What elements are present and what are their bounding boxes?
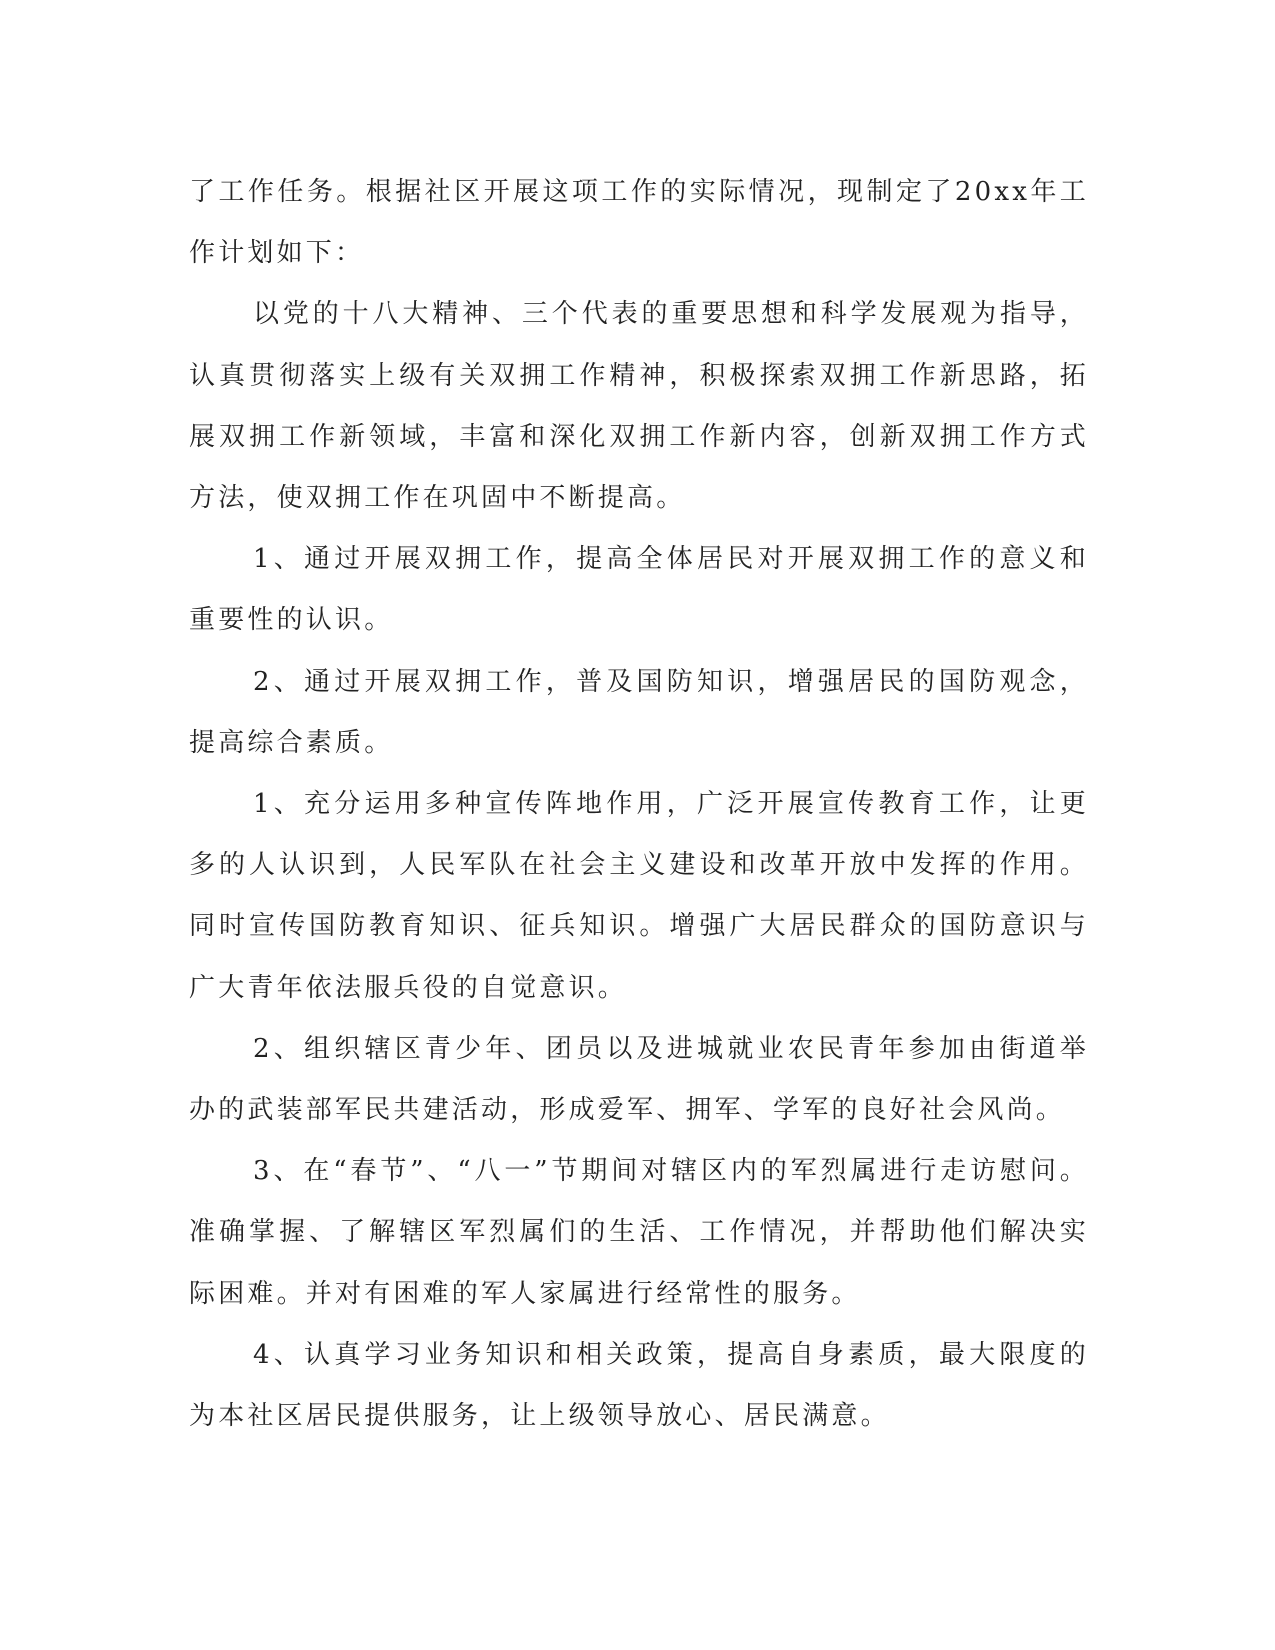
paragraph-continuation: 了工作任务。根据社区开展这项工作的实际情况，现制定了20xx年工作计划如下： [189,177,1089,269]
paragraph-guiding-principle: 以党的十八大精神、三个代表的重要思想和科学发展观为指导，认真贯彻落实上级有关双拥工作精神，积极探索双拥工作新思路，拓展双拥工作新领域，丰富和深化双拥工作新内容，创新双拥工作方式方法，使双拥工作在巩固中不断提高。 [189,299,1089,514]
document-body [189,162,1089,1447]
paragraph-measure-2: 2、组织辖区青少年、团员以及进城就业农民青年参加由街道举办的武装部军民共建活动，形成爱军、拥军、学军的良好社会风尚。 [189,1033,1089,1126]
paragraph-measure-1: 1、充分运用多种宣传阵地作用，广泛开展宣传教育工作，让更多的人认识到，人民军队在社会主义建设和改革开放中发挥的作用。同时宣传国防教育知识、征兵知识。增强广大居民群众的国防意识与广大青年依法服兵役的自觉意识。 [189,789,1089,1003]
paragraph-measure-3: 3、在“春节”、“八一”节期间对辖区内的军烈属进行走访慰问。准确掌握、了解辖区军烈属们的生活、工作情况，并帮助他们解决实际困难。并对有困难的军人家属进行经常性的服务。 [189,1156,1089,1309]
paragraph-goal-1: 1、通过开展双拥工作，提高全体居民对开展双拥工作的意义和重要性的认识。 [189,544,1089,636]
paragraph-goal-2: 2、通过开展双拥工作，普及国防知识，增强居民的国防观念，提高综合素质。 [189,666,1089,758]
paragraph-measure-4: 4、认真学习业务知识和相关政策，提高自身素质，最大限度的为本社区居民提供服务，让上级领导放心、居民满意。 [189,1339,1089,1432]
